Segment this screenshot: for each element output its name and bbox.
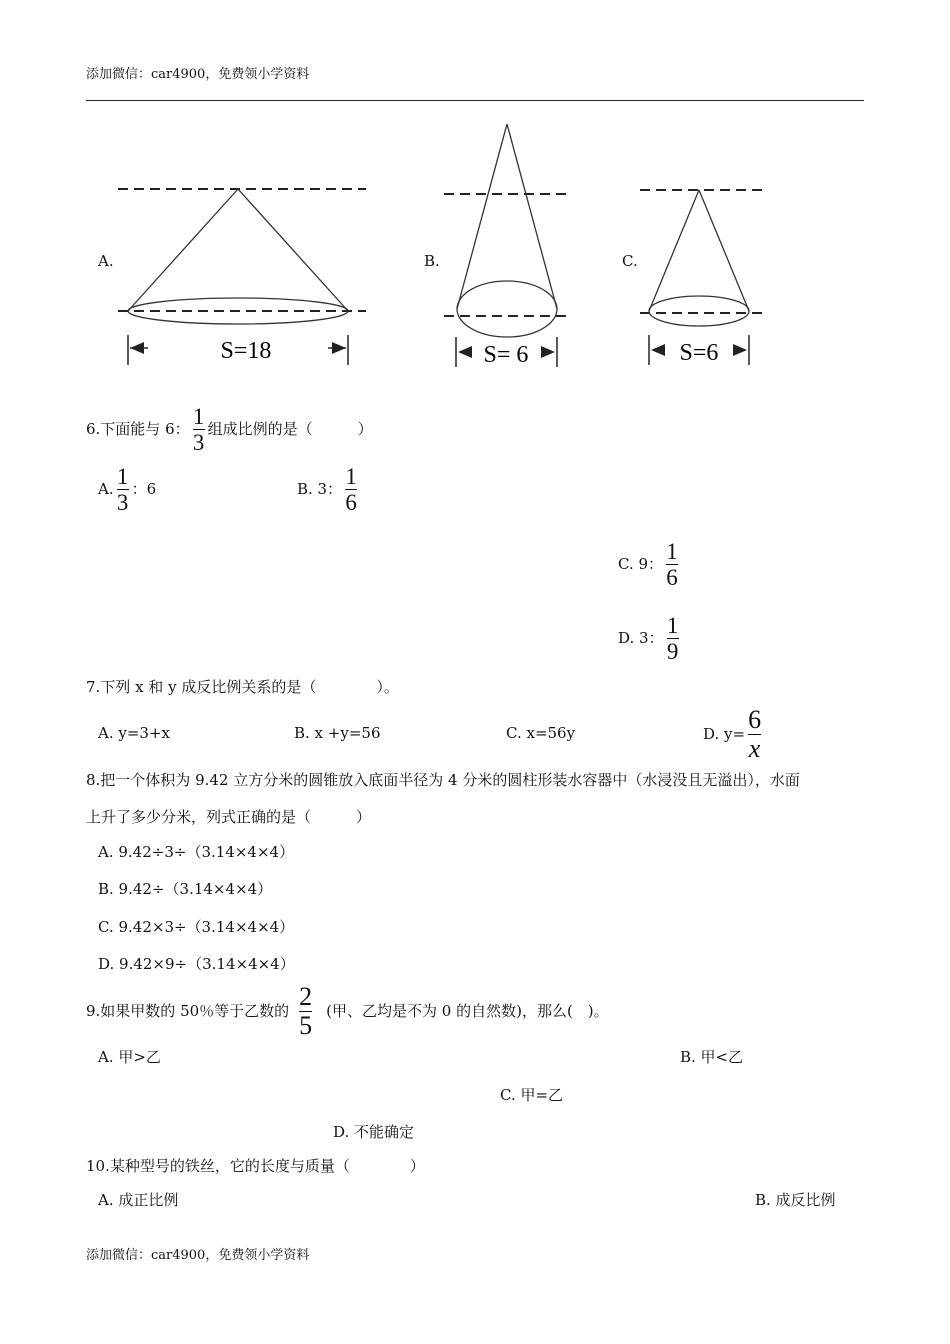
cone-left-edge	[128, 189, 238, 311]
page-header: 添加微信：car4900，免费领小学资料	[86, 67, 310, 82]
q6-stem-fraction: $\frac{1}{3}$	[192, 404, 205, 455]
q7-option-c[interactable]: C. x=56y	[506, 724, 576, 742]
q8-stem-line1: 8.把一个体积为 9.42 立方分米的圆锥放入底面半径为 4 分米的圆柱形装水容器中（水浸没且无溢出），水面	[86, 771, 800, 789]
q8-option-b[interactable]: B. 9.42÷（3.14×4×4）	[98, 880, 273, 898]
cone-right-edge	[238, 189, 348, 311]
q9-option-b[interactable]: B. 甲<乙	[680, 1048, 744, 1066]
figure-a-label: A.	[98, 252, 114, 270]
q7-option-b[interactable]: B. x +y=56	[294, 724, 381, 742]
cone-right-edge	[699, 190, 749, 311]
cone-base-ellipse	[457, 281, 557, 337]
figure-b-measure: S= 6	[483, 342, 529, 368]
q9-option-a[interactable]: A. 甲>乙	[98, 1048, 161, 1066]
q8-stem-line2: 上升了多少分米，列式正确的是（ ）	[86, 808, 372, 826]
q9-option-c[interactable]: C. 甲=乙	[500, 1086, 564, 1104]
q10-stem: 10.某种型号的铁丝，它的长度与质量（ ）	[86, 1157, 425, 1175]
q7-stem: 7.下列 x 和 y 成反比例关系的是（ ）。	[86, 678, 399, 696]
figure-c-measure: S=6	[679, 340, 719, 366]
q9-stem: 9.如果甲数的 50％等于乙数的 $\frac{2}{5}$ (甲、乙均是不为 0 的自然数)，那么( )。	[86, 982, 609, 1040]
q8-option-d[interactable]: D. 9.42×9÷（3.14×4×4）	[98, 955, 295, 973]
arrow-right-icon	[541, 346, 555, 358]
arrow-right-icon	[332, 342, 346, 354]
q6-option-c[interactable]: C. 9： $\frac{1}{6}$	[618, 539, 678, 590]
cone-figure-c	[636, 175, 771, 375]
q7-option-a[interactable]: A. y=3+x	[98, 724, 170, 742]
q6-stem: 6.下面能与 6： $\frac{1}{3}$ 组成比例的是（ ）	[86, 404, 373, 455]
cone-figure-a	[110, 175, 380, 375]
figure-a-measure: S=18	[220, 338, 272, 364]
header-rule	[86, 100, 864, 101]
arrow-left-icon	[130, 342, 144, 354]
q6-option-b[interactable]: B. 3： $\frac{1}{6}$	[297, 464, 357, 515]
page-footer: 添加微信：car4900，免费领小学资料	[86, 1248, 310, 1263]
q7-option-d[interactable]: D. y= $\frac{6}{x}$	[703, 705, 762, 763]
cone-figure-b	[440, 115, 575, 375]
arrow-left-icon	[458, 346, 472, 358]
figure-c-label: C.	[622, 252, 638, 270]
arrow-right-icon	[733, 344, 747, 356]
q6-option-a[interactable]: A. $\frac{1}{3}$ ：6	[98, 464, 157, 515]
arrow-left-icon	[651, 344, 665, 356]
q8-option-a[interactable]: A. 9.42÷3÷（3.14×4×4）	[98, 843, 295, 861]
q9-option-d[interactable]: D. 不能确定	[333, 1123, 415, 1141]
q6-option-d[interactable]: D. 3： $\frac{1}{9}$	[618, 613, 679, 664]
figure-b-label: B.	[424, 252, 440, 270]
q10-option-b[interactable]: B. 成反比例	[755, 1191, 836, 1209]
cone-left-edge	[649, 190, 699, 311]
cone-base-ellipse	[649, 296, 749, 326]
q8-option-c[interactable]: C. 9.42×3÷（3.14×4×4）	[98, 918, 295, 936]
q10-option-a[interactable]: A. 成正比例	[98, 1191, 179, 1209]
